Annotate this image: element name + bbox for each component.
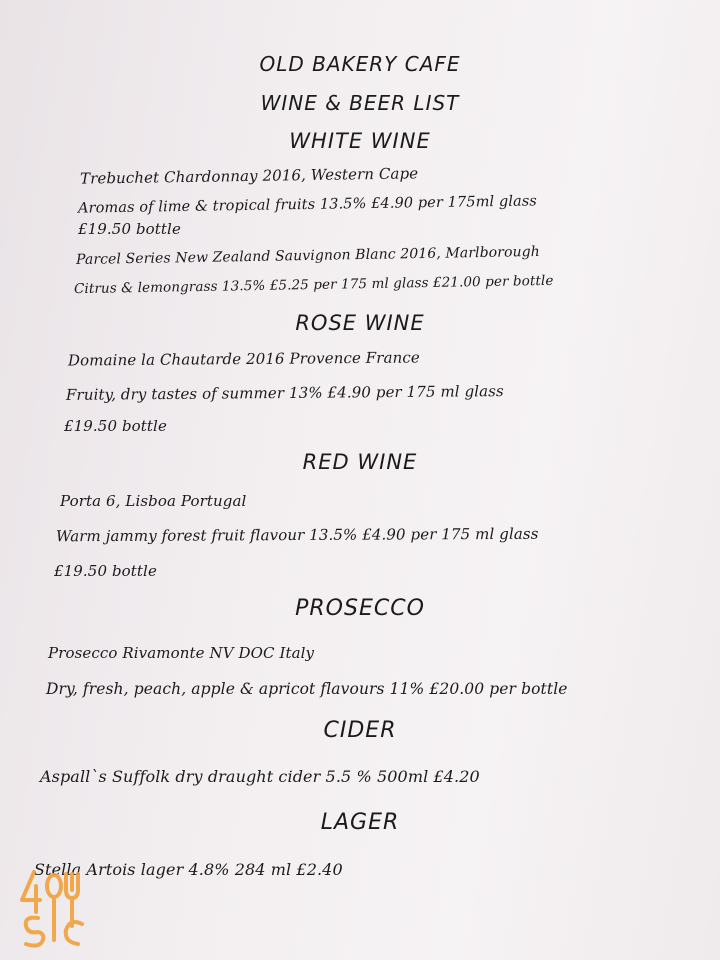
wine-name: Prosecco Rivamonte NV DOC Italy	[48, 644, 315, 662]
section-heading-rose-wine: ROSE WINE	[295, 311, 425, 335]
wine-description: Fruity, dry tastes of summer 13% £4.90 per 175 ml glass	[65, 382, 504, 404]
section-heading-red-wine: RED WINE	[302, 450, 418, 474]
wine-name: Trebuchet Chardonnay 2016, Western Cape	[79, 164, 419, 188]
wine-description: Dry, fresh, peach, apple & apricot flavours 11% £20.00 per bottle	[46, 680, 568, 698]
fork-spoon-logo-icon	[16, 866, 88, 948]
menu-title: OLD BAKERY CAFE	[259, 52, 461, 76]
wine-name: Domaine la Chautarde 2016 Provence France	[67, 348, 420, 370]
wine-name: Parcel Series New Zealand Sauvignon Blanc 2016, Marlborough	[75, 243, 540, 269]
section-heading-prosecco: PROSECCO	[295, 596, 425, 621]
wine-bottle-price: £19.50 bottle	[54, 562, 157, 580]
wine-description: Warm jammy forest fruit flavour 13.5% £4.90 per 175 ml glass	[55, 524, 539, 546]
section-heading-white-wine: WHITE WINE	[289, 129, 431, 153]
wine-bottle-price: £19.50 bottle	[64, 417, 167, 435]
lager-item: Stella Artois lager 4.8% 284 ml £2.40	[34, 860, 343, 879]
section-heading-cider: CIDER	[323, 718, 397, 743]
section-heading-lager: LAGER	[320, 810, 400, 835]
wine-name: Porta 6, Lisboa Portugal	[60, 492, 247, 510]
menu-subtitle: WINE & BEER LIST	[260, 91, 460, 115]
wine-bottle-price: £19.50 bottle	[78, 220, 181, 238]
wine-description: Citrus & lemongrass 13.5% £5.25 per 175 ml glass £21.00 per bottle	[73, 272, 554, 298]
cider-item: Aspall`s Suffolk dry draught cider 5.5 % 500ml £4.20	[40, 767, 480, 786]
wine-description: Aromas of lime & tropical fruits 13.5% £4.90 per 175ml glass	[77, 193, 538, 217]
